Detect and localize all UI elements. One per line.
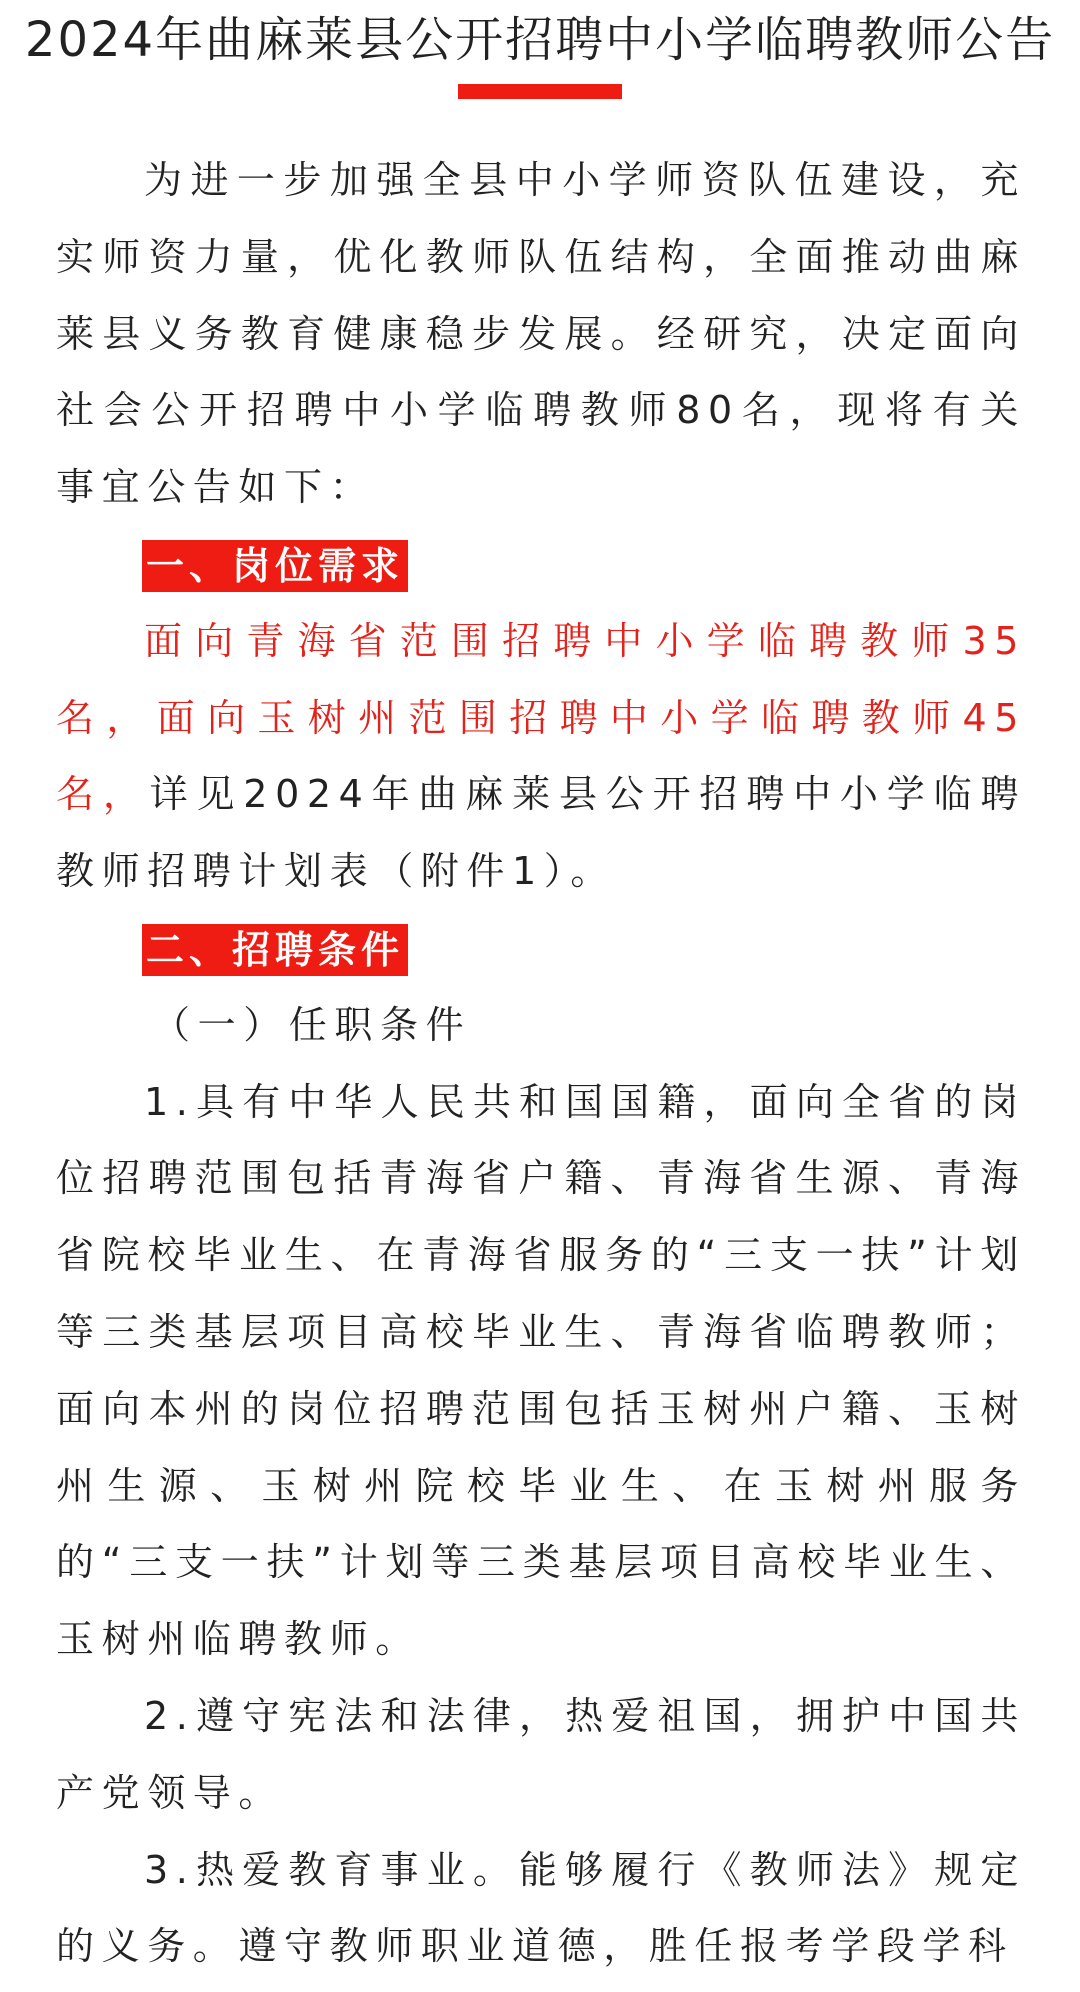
condition-item-1: 1.具有中华人民共和国国籍，面向全省的岗位招聘范围包括青海省户籍、青海省生源、青海省院校毕业生、在青海省服务的“三支一扶”计划等三类基层项目高校毕业生、青海省临聘教师；面向本州的岗位招聘范围包括玉树州户籍、玉树州生源、玉树州院校毕业生、在玉树州服务的“三支一扶”计划等三类基层项目高校毕业生、玉树州临聘教师。 [56, 1079, 1026, 1662]
section2-sub-heading: （一）任职条件 [152, 1002, 472, 1047]
section1-heading-label: 一、岗位需求 [142, 540, 408, 592]
article-body [56, 142, 1026, 1985]
condition-item-3: 3.热爱教育事业。能够履行《教师法》规定的义务。遵守教师职业道德，胜任报考学段学科 [56, 1847, 1026, 1969]
section2-heading [56, 910, 1026, 987]
section1-heading [56, 526, 1026, 603]
section1-black-text: 详见2024年曲麻莱县公开招聘中小学临聘教师招聘计划表（附件1）。 [56, 772, 1026, 894]
page-title: 2024年曲麻莱县公开招聘中小学临聘教师公告 [24, 12, 1056, 68]
section2-heading-label: 二、招聘条件 [142, 924, 408, 976]
section1-paragraph [56, 603, 1026, 910]
condition-item-2: 2.遵守宪法和法律，热爱祖国，拥护中国共产党领导。 [56, 1693, 1026, 1815]
section1-red-text: 面向青海省范围招聘中小学临聘教师35名，面向玉树州范围招聘中小学临聘教师45名， [56, 618, 1026, 817]
intro-paragraph: 为进一步加强全县中小学师资队伍建设，充实师资力量，优化教师队伍结构，全面推动曲麻莱县义务教育健康稳步发展。经研究，决定面向社会公开招聘中小学临聘教师80名，现将有关事宜公告如下： [56, 158, 1026, 510]
title-underline-bar [458, 84, 622, 99]
